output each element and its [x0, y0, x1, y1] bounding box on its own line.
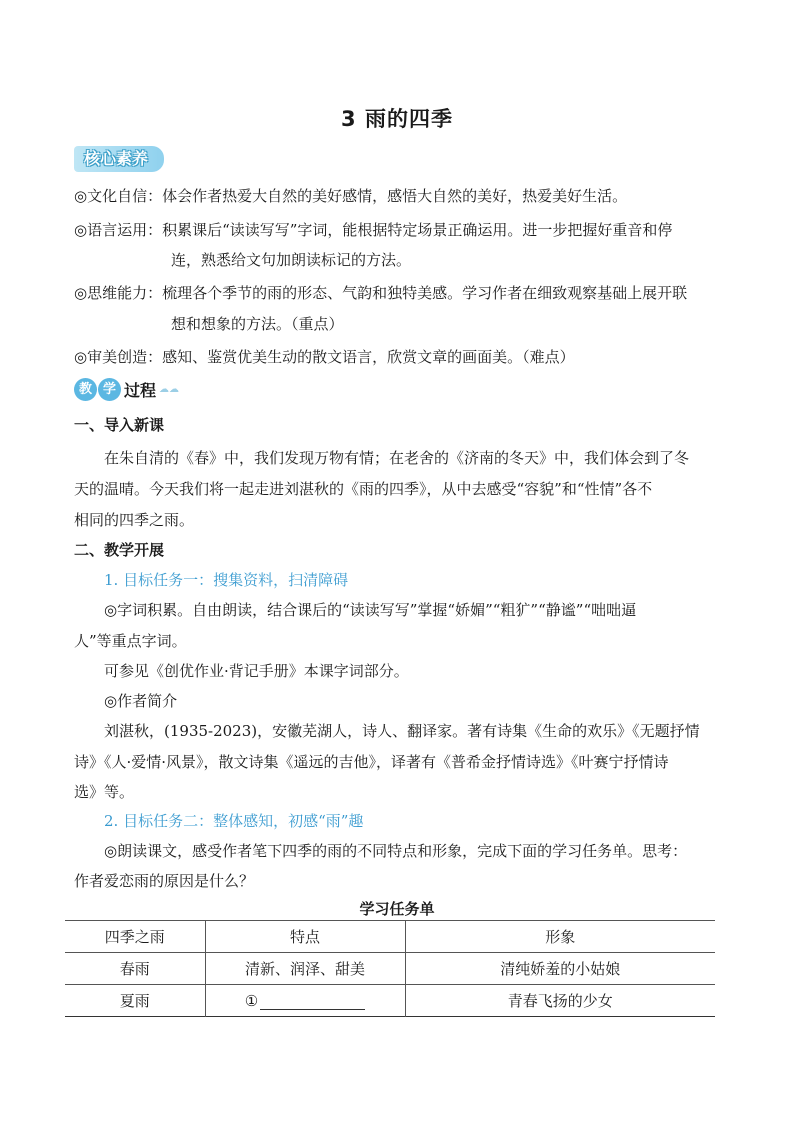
teaching-process-heading — [74, 377, 179, 401]
table-row — [65, 985, 715, 1017]
task1-line: ◎字词积累。自由朗读，结合课后的“读读写写”掌握“娇媚”“粗犷”“静谧”“咄咄逼 — [104, 601, 637, 619]
task2-line: 作者爱恋雨的原因是什么？ — [74, 872, 255, 890]
process-label: 过程 — [124, 380, 157, 400]
core-item-thinking-cont: 想和想象的方法。（重点） — [171, 315, 344, 333]
task1-line: 诗》《人·爱情·风景》，散文诗集《遥远的吉他》，译著有《普希金抒情诗选》《叶赛宁抒情诗 — [74, 753, 669, 771]
table-cell: 夏雨 — [65, 985, 205, 1017]
core-item-language: ◎语言运用：积累课后“读读写写”字词，能根据特定场景正确运用。进一步把握好重音和停 — [74, 221, 673, 239]
page-title: 3 雨的四季 — [341, 107, 453, 131]
table-header-row — [65, 921, 715, 953]
task1-line: ◎作者简介 — [104, 692, 178, 710]
fill-in-blank[interactable] — [260, 993, 365, 1010]
table-cell: 青春飞扬的少女 — [405, 985, 715, 1017]
task1-line: 人”等重点字词。 — [74, 632, 187, 650]
blank-number: ① — [244, 991, 259, 1010]
task2-heading: 2. 目标任务二：整体感知，初感“雨”趣 — [104, 812, 364, 830]
core-literacy-badge: 核心素养 — [74, 146, 164, 172]
task1-line: 可参见《创优作业·背记手册》本课字词部分。 — [104, 662, 409, 680]
table-header-cell: 四季之雨 — [65, 921, 205, 953]
core-item-thinking: ◎思维能力：梳理各个季节的雨的形态、气韵和独特美感。学习作者在细致观察基础上展开联 — [74, 284, 688, 302]
process-badge-2: 学 — [98, 378, 121, 401]
table-cell: 清纯娇羞的小姑娘 — [405, 953, 715, 985]
core-item-language-cont: 连，熟悉给文句加朗读标记的方法。 — [171, 251, 412, 269]
table-cell: 春雨 — [65, 953, 205, 985]
table-cell: 清新、润泽、甜美 — [205, 953, 405, 985]
task1-line: 刘湛秋，(1935-2023)，安徽芜湖人，诗人、翻译家。著有诗集《生命的欢乐》《无题抒情 — [104, 722, 700, 740]
core-item-culture: ◎文化自信：体会作者热爱大自然的美好感情，感悟大自然的美好，热爱美好生活。 — [74, 187, 628, 205]
section2-heading: 二、教学开展 — [74, 541, 165, 559]
section1-heading: 一、导入新课 — [74, 416, 165, 434]
task1-heading: 1. 目标任务一：搜集资料，扫清障碍 — [104, 571, 349, 589]
table-row — [65, 953, 715, 985]
table-caption: 学习任务单 — [359, 900, 435, 918]
task2-line: ◎朗读课文，感受作者笔下四季的雨的不同特点和形象，完成下面的学习任务单。思考： — [104, 842, 688, 860]
task1-line: 选》等。 — [74, 783, 135, 801]
section1-line: 天的温晴。今天我们将一起走进刘湛秋的《雨的四季》，从中去感受“容貌”和“性情”各不 — [74, 480, 653, 498]
process-badge-1: 教 — [74, 378, 97, 401]
cloud-decoration-icon: ☁☁ — [159, 383, 180, 395]
core-item-aesthetics: ◎审美创造：感知、鉴赏优美生动的散文语言，欣赏文章的画面美。（难点） — [74, 348, 575, 366]
section1-line: 在朱自清的《春》中，我们发现万物有情；在老舍的《济南的冬天》中，我们体会到了冬 — [104, 449, 690, 467]
table-cell-with-blank — [205, 985, 405, 1017]
section1-line: 相同的四季之雨。 — [74, 511, 195, 529]
study-task-table — [65, 920, 715, 1017]
table-header-cell: 特点 — [205, 921, 405, 953]
table-header-cell: 形象 — [405, 921, 715, 953]
